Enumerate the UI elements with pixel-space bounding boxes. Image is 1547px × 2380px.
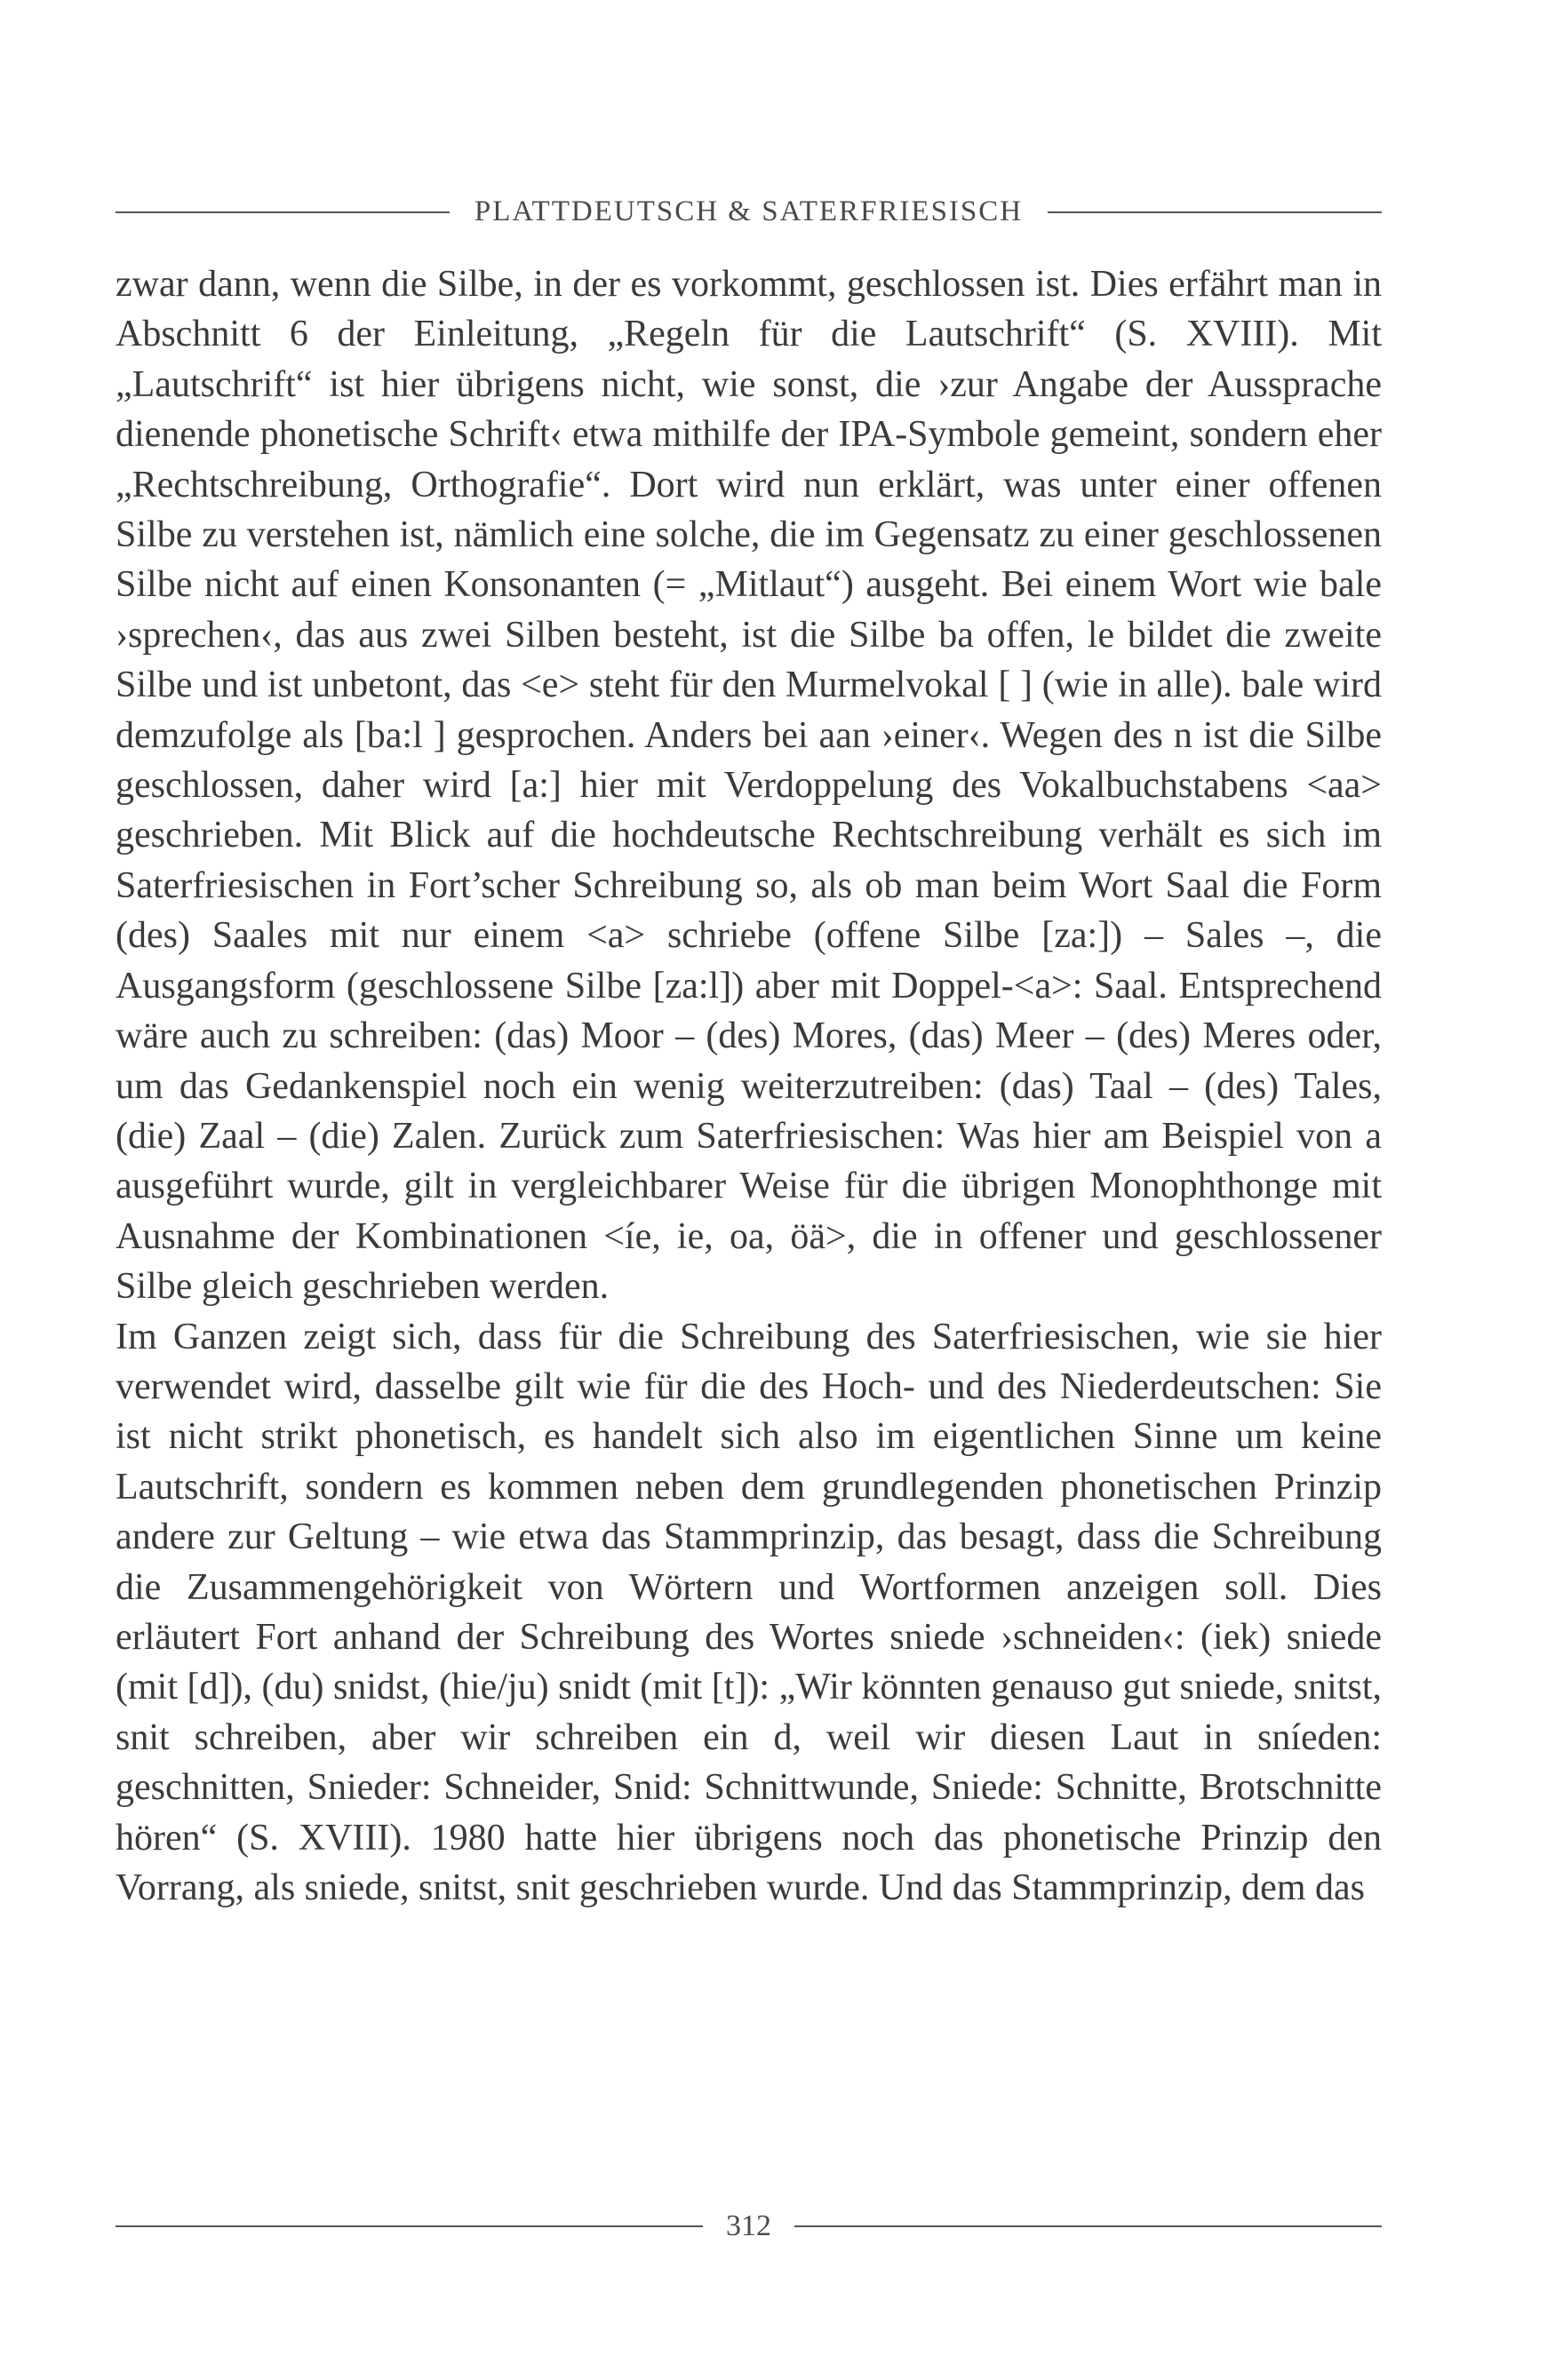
running-head: PLATTDEUTSCH & SATERFRIESISCH	[474, 195, 1024, 227]
header-rule-right	[1048, 211, 1382, 213]
page-footer	[116, 2209, 1382, 2243]
footer-rule-right	[794, 2225, 1382, 2227]
header-rule-left	[116, 211, 450, 213]
page-header	[116, 195, 1382, 228]
footer-rule-left	[116, 2225, 703, 2227]
paragraph-1: zwar dann, wenn die Silbe, in der es vorkommt, geschlossen ist. Dies erfährt man in Abschnitt 6 der Einleitung, „Regeln für die Lautschrift“ (S. XVIII). Mit „Lautschrift“ ist hier übrigens nicht, wie sonst, die ›zur Angabe der Aussprache dienende phonetische Schrift‹ etwa mithilfe der IPA-Symbole gemeint, sondern eher „Rechtschreibung, Orthografie“. Dort wird nun erklärt, was unter einer offenen Silbe zu verstehen ist, nämlich eine solche, die im Gegensatz zu einer geschlossenen Silbe nicht auf einen Konsonanten (= „Mitlaut“) ausgeht. Bei einem Wort wie bale ›sprechen‹, das aus zwei Silben besteht, ist die Silbe ba offen, le bildet die zweite Silbe und ist unbetont, das <e> steht für den Murmelvokal [ ] (wie in alle). bale wird demzufolge als [ba:l ] gesprochen. Anders bei aan ›einer‹. Wegen des n ist die Silbe geschlossen, daher wird [a:] hier mit Verdoppelung des Vokalbuchstabens <aa> geschrieben. Mit Blick auf die hochdeutsche Rechtschreibung verhält es sich im Saterfriesischen in Fort’scher Schreibung so, als ob man beim Wort Saal die Form (des) Saales mit nur einem <a> schriebe (offene Silbe [za:]) – Sales –, die Ausgangsform (geschlossene Silbe [za:l]) aber mit Doppel-<a>: Saal. Entsprechend wäre auch zu schreiben: (das) Moor – (des) Mores, (das) Meer – (des) Meres oder, um das Gedankenspiel noch ein wenig weiterzutreiben: (das) Taal – (des) Tales, (die) Zaal – (die) Zalen. Zurück zum Saterfriesischen: Was hier am Beispiel von a ausgeführt wurde, gilt in vergleichbarer Weise für die übrigen Monophthonge mit Ausnahme der Kombinationen <íe, ie, oa, öä>, die in offener und geschlossener Silbe gleich geschrieben werden.	[116, 264, 1382, 1308]
body-text	[116, 259, 1382, 1913]
paragraph-2: Im Ganzen zeigt sich, dass für die Schreibung des Saterfriesischen, wie sie hier verwendet wird, dasselbe gilt wie für die des Hoch- und des Niederdeutschen: Sie ist nicht strikt phonetisch, es handelt sich also im eigentlichen Sinne um keine Lautschrift, sondern es kommen neben dem grundlegenden phonetischen Prinzip andere zur Geltung – wie etwa das Stammprinzip, das besagt, dass die Schreibung die Zusammengehörigkeit von Wörtern und Wortformen anzeigen soll. Dies erläutert Fort anhand der Schreibung des Wortes sniede ›schneiden‹: (iek) sniede (mit [d]), (du) snidst, (hie/ju) snidt (mit [t]): „Wir könnten genauso gut sniede, snitst, snit schreiben, aber wir schreiben ein d, weil wir diesen Laut in sníeden: geschnitten, Snieder: Schneider, Snid: Schnittwunde, Sniede: Schnitte, Brotschnitte hören“ (S. XVIII). 1980 hatte hier übrigens noch das phonetische Prinzip den Vorrang, als sniede, snitst, snit geschrieben wurde. Und das Stammprinzip, dem das	[116, 1316, 1382, 1908]
page-number: 312	[726, 2209, 771, 2242]
